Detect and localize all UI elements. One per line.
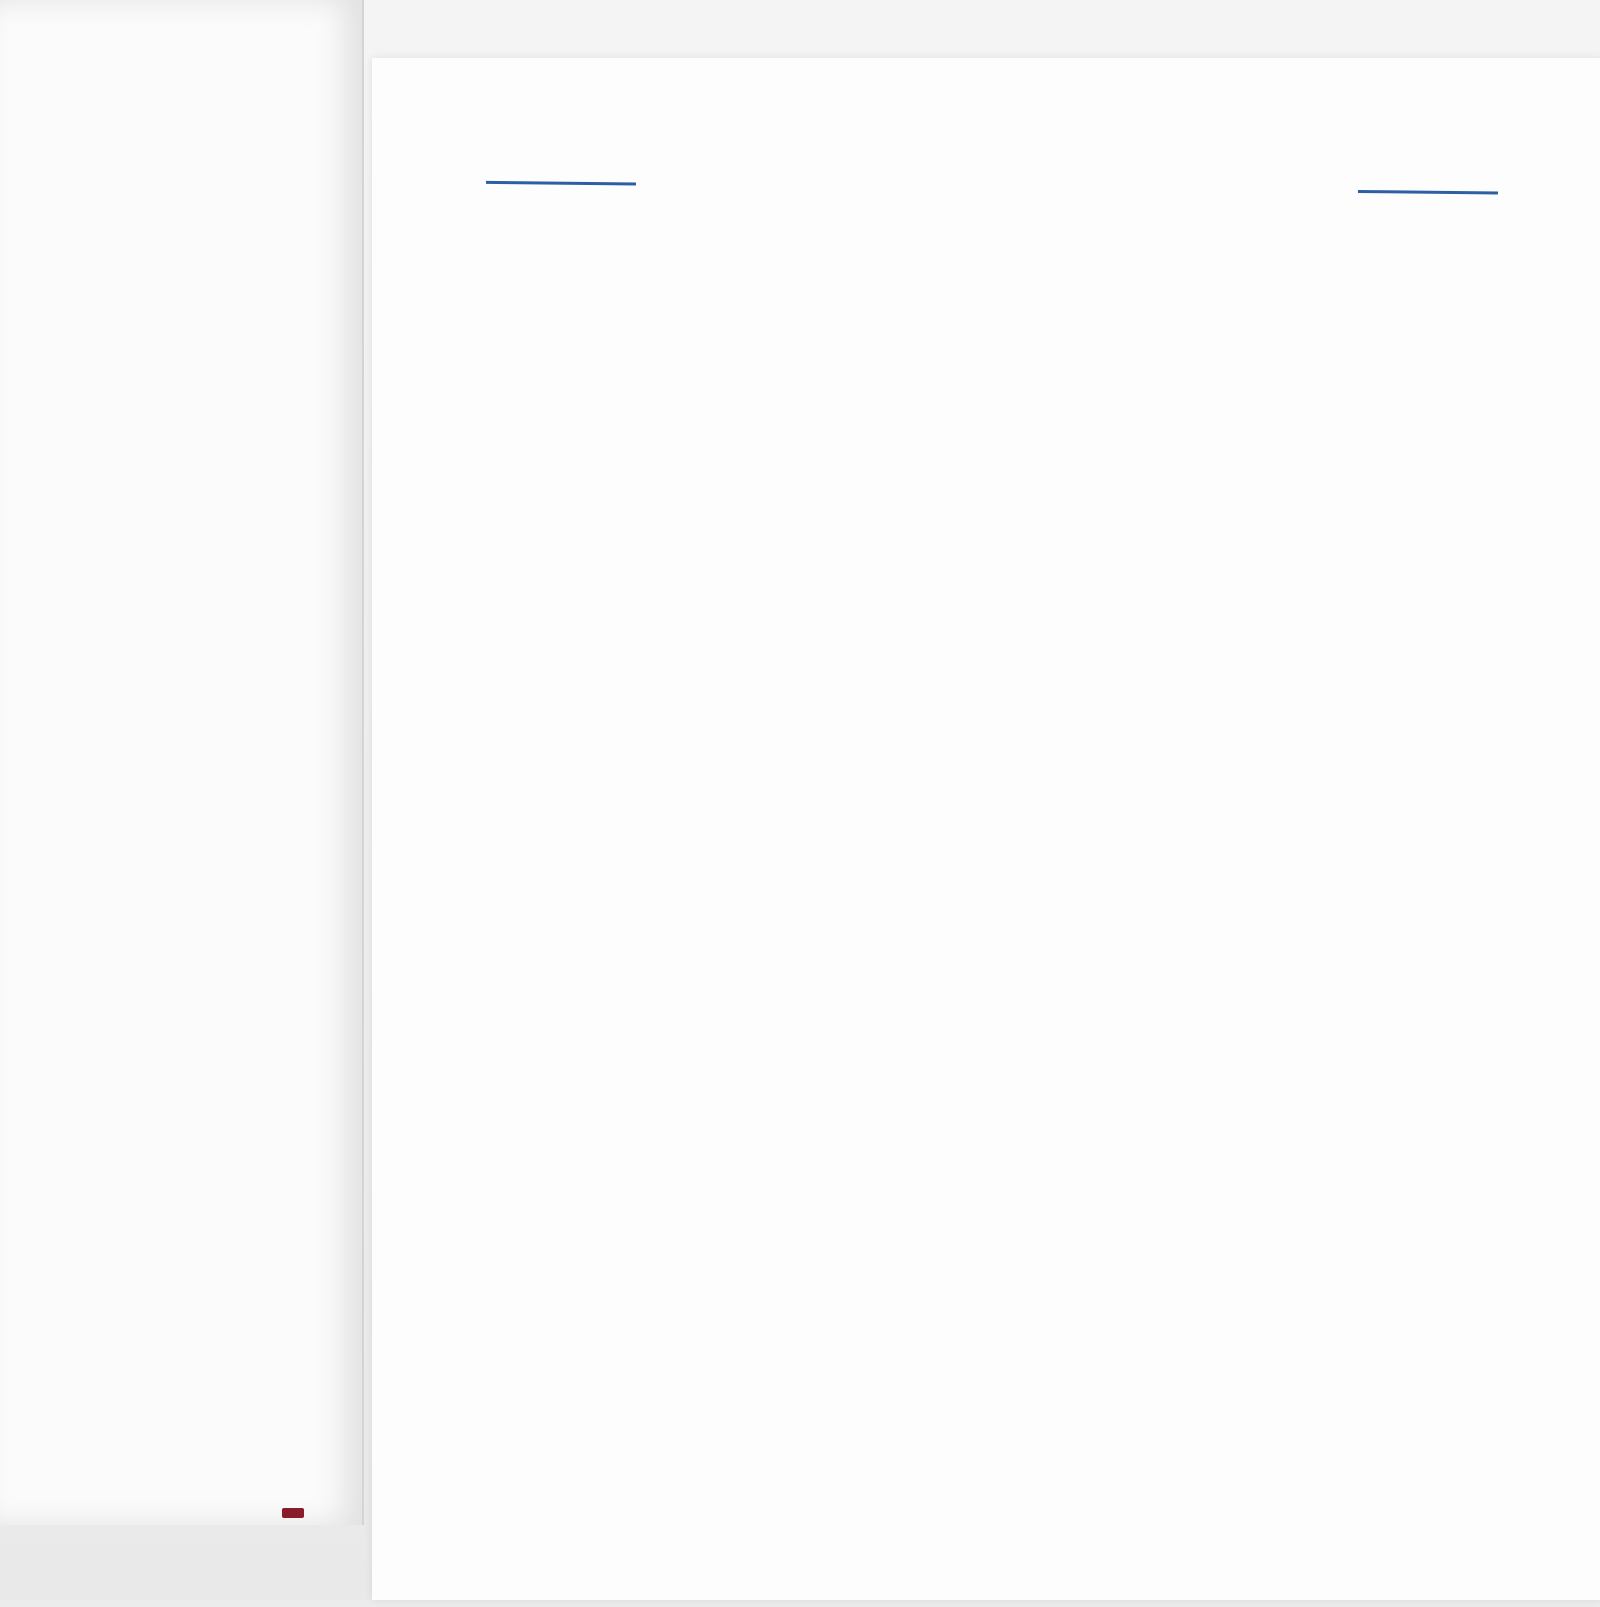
table-of-contents bbox=[363, 52, 1600, 1607]
right-page-contents bbox=[372, 58, 1600, 1600]
title-block bbox=[478, 108, 1399, 208]
title-rule-left bbox=[486, 181, 636, 186]
page-title bbox=[707, 110, 1281, 116]
book-spine-mark bbox=[282, 1508, 304, 1518]
photo-credits bbox=[0, 198, 293, 219]
left-page-credits bbox=[0, 0, 364, 1525]
title-rule-right bbox=[1358, 190, 1498, 194]
